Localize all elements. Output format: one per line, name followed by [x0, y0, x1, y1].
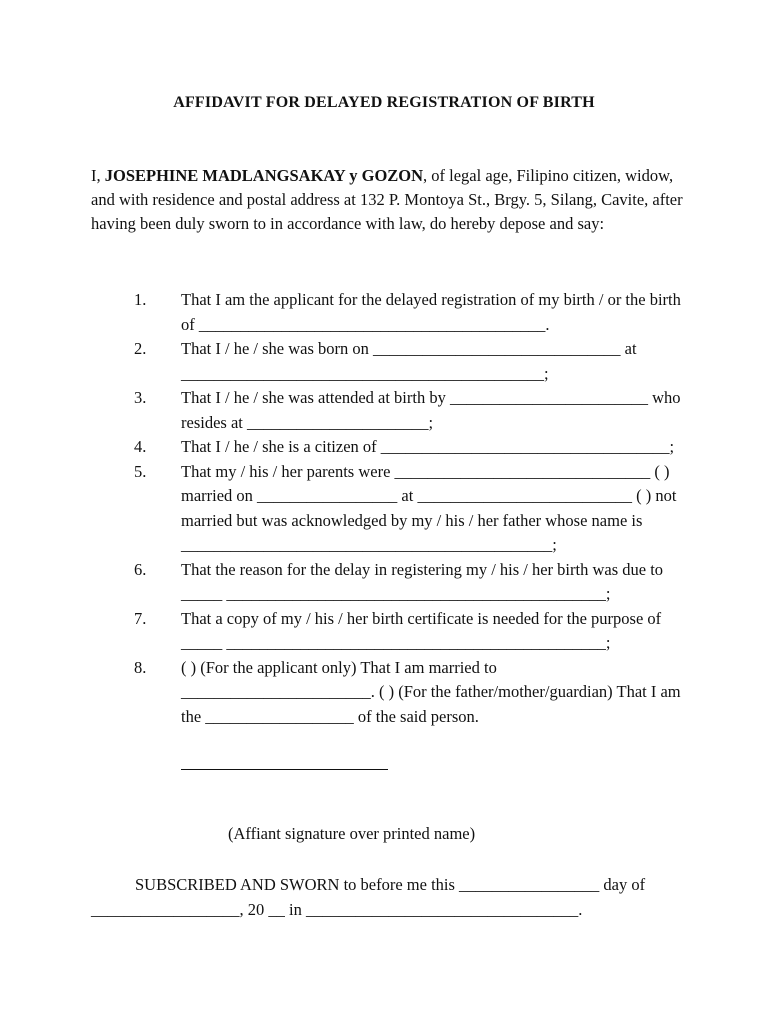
item-text: That I am the applicant for the delayed registration of my birth / or the birth of __________________________________________. — [181, 290, 681, 334]
list-item — [0, 460, 681, 558]
item-number: 5. — [134, 461, 147, 481]
document-title: AFFIDAVIT FOR DELAYED REGISTRATION OF BIRTH — [173, 94, 595, 111]
list-item — [0, 386, 681, 435]
item-number: 3. — [134, 388, 147, 407]
item-number: 8. — [134, 657, 147, 677]
list-item — [0, 288, 681, 337]
item-text: That I / he / she was attended at birth by ________________________ who resides at ______________________; — [181, 388, 681, 432]
item-text: That the reason for the delay in registering my / his / her birth was due to _____ ______________________________________________; — [181, 559, 664, 603]
list-item — [0, 435, 681, 460]
list-item — [0, 337, 681, 386]
jurat-paragraph: SUBSCRIBED AND SWORN to before me this _________________ day of __________________, 20 __ in _________________________________. — [91, 875, 646, 919]
signature-line — [181, 769, 388, 770]
item-number: 4. — [134, 437, 147, 456]
intro-prefix: I, — [91, 166, 105, 185]
item-text: ( ) (For the applicant only) That I am married to _______________________. ( ) (For the father/mother/guardian) That I am the __________________ of the said person. — [181, 657, 681, 726]
item-number: 1. — [134, 290, 147, 309]
intro-rest: , of legal age, Filipino citizen, widow, and with residence and postal address at 132 P. Montoya St., Brgy. 5, Silang, Cavite, after having been duly sworn to in accordance with law, do hereby depose and say: — [91, 166, 683, 233]
item-number: 2. — [134, 339, 147, 358]
statement-list — [0, 288, 768, 729]
intro-paragraph — [91, 164, 691, 236]
item-text: That a copy of my / his / her birth certificate is needed for the purpose of _____ ______________________________________________; — [181, 608, 662, 652]
list-item — [0, 558, 681, 607]
item-text: That I / he / she is a citizen of ___________________________________; — [181, 437, 675, 456]
list-item — [0, 656, 681, 730]
affiant-name: JOSEPHINE MADLANGSAKAY y GOZON — [104, 166, 424, 185]
list-item — [0, 607, 681, 656]
item-text: That my / his / her parents were _______________________________ ( ) married on _________________ at __________________________ ( ) not married but was acknowledged by my / his / her father whose name is _____________________________________________; — [181, 461, 677, 554]
item-number: 6. — [134, 559, 147, 579]
signature-caption: (Affiant signature over printed name) — [228, 824, 476, 843]
item-text: That I / he / she was born on ______________________________ at ____________________________________________; — [181, 339, 637, 383]
item-number: 7. — [134, 608, 147, 628]
